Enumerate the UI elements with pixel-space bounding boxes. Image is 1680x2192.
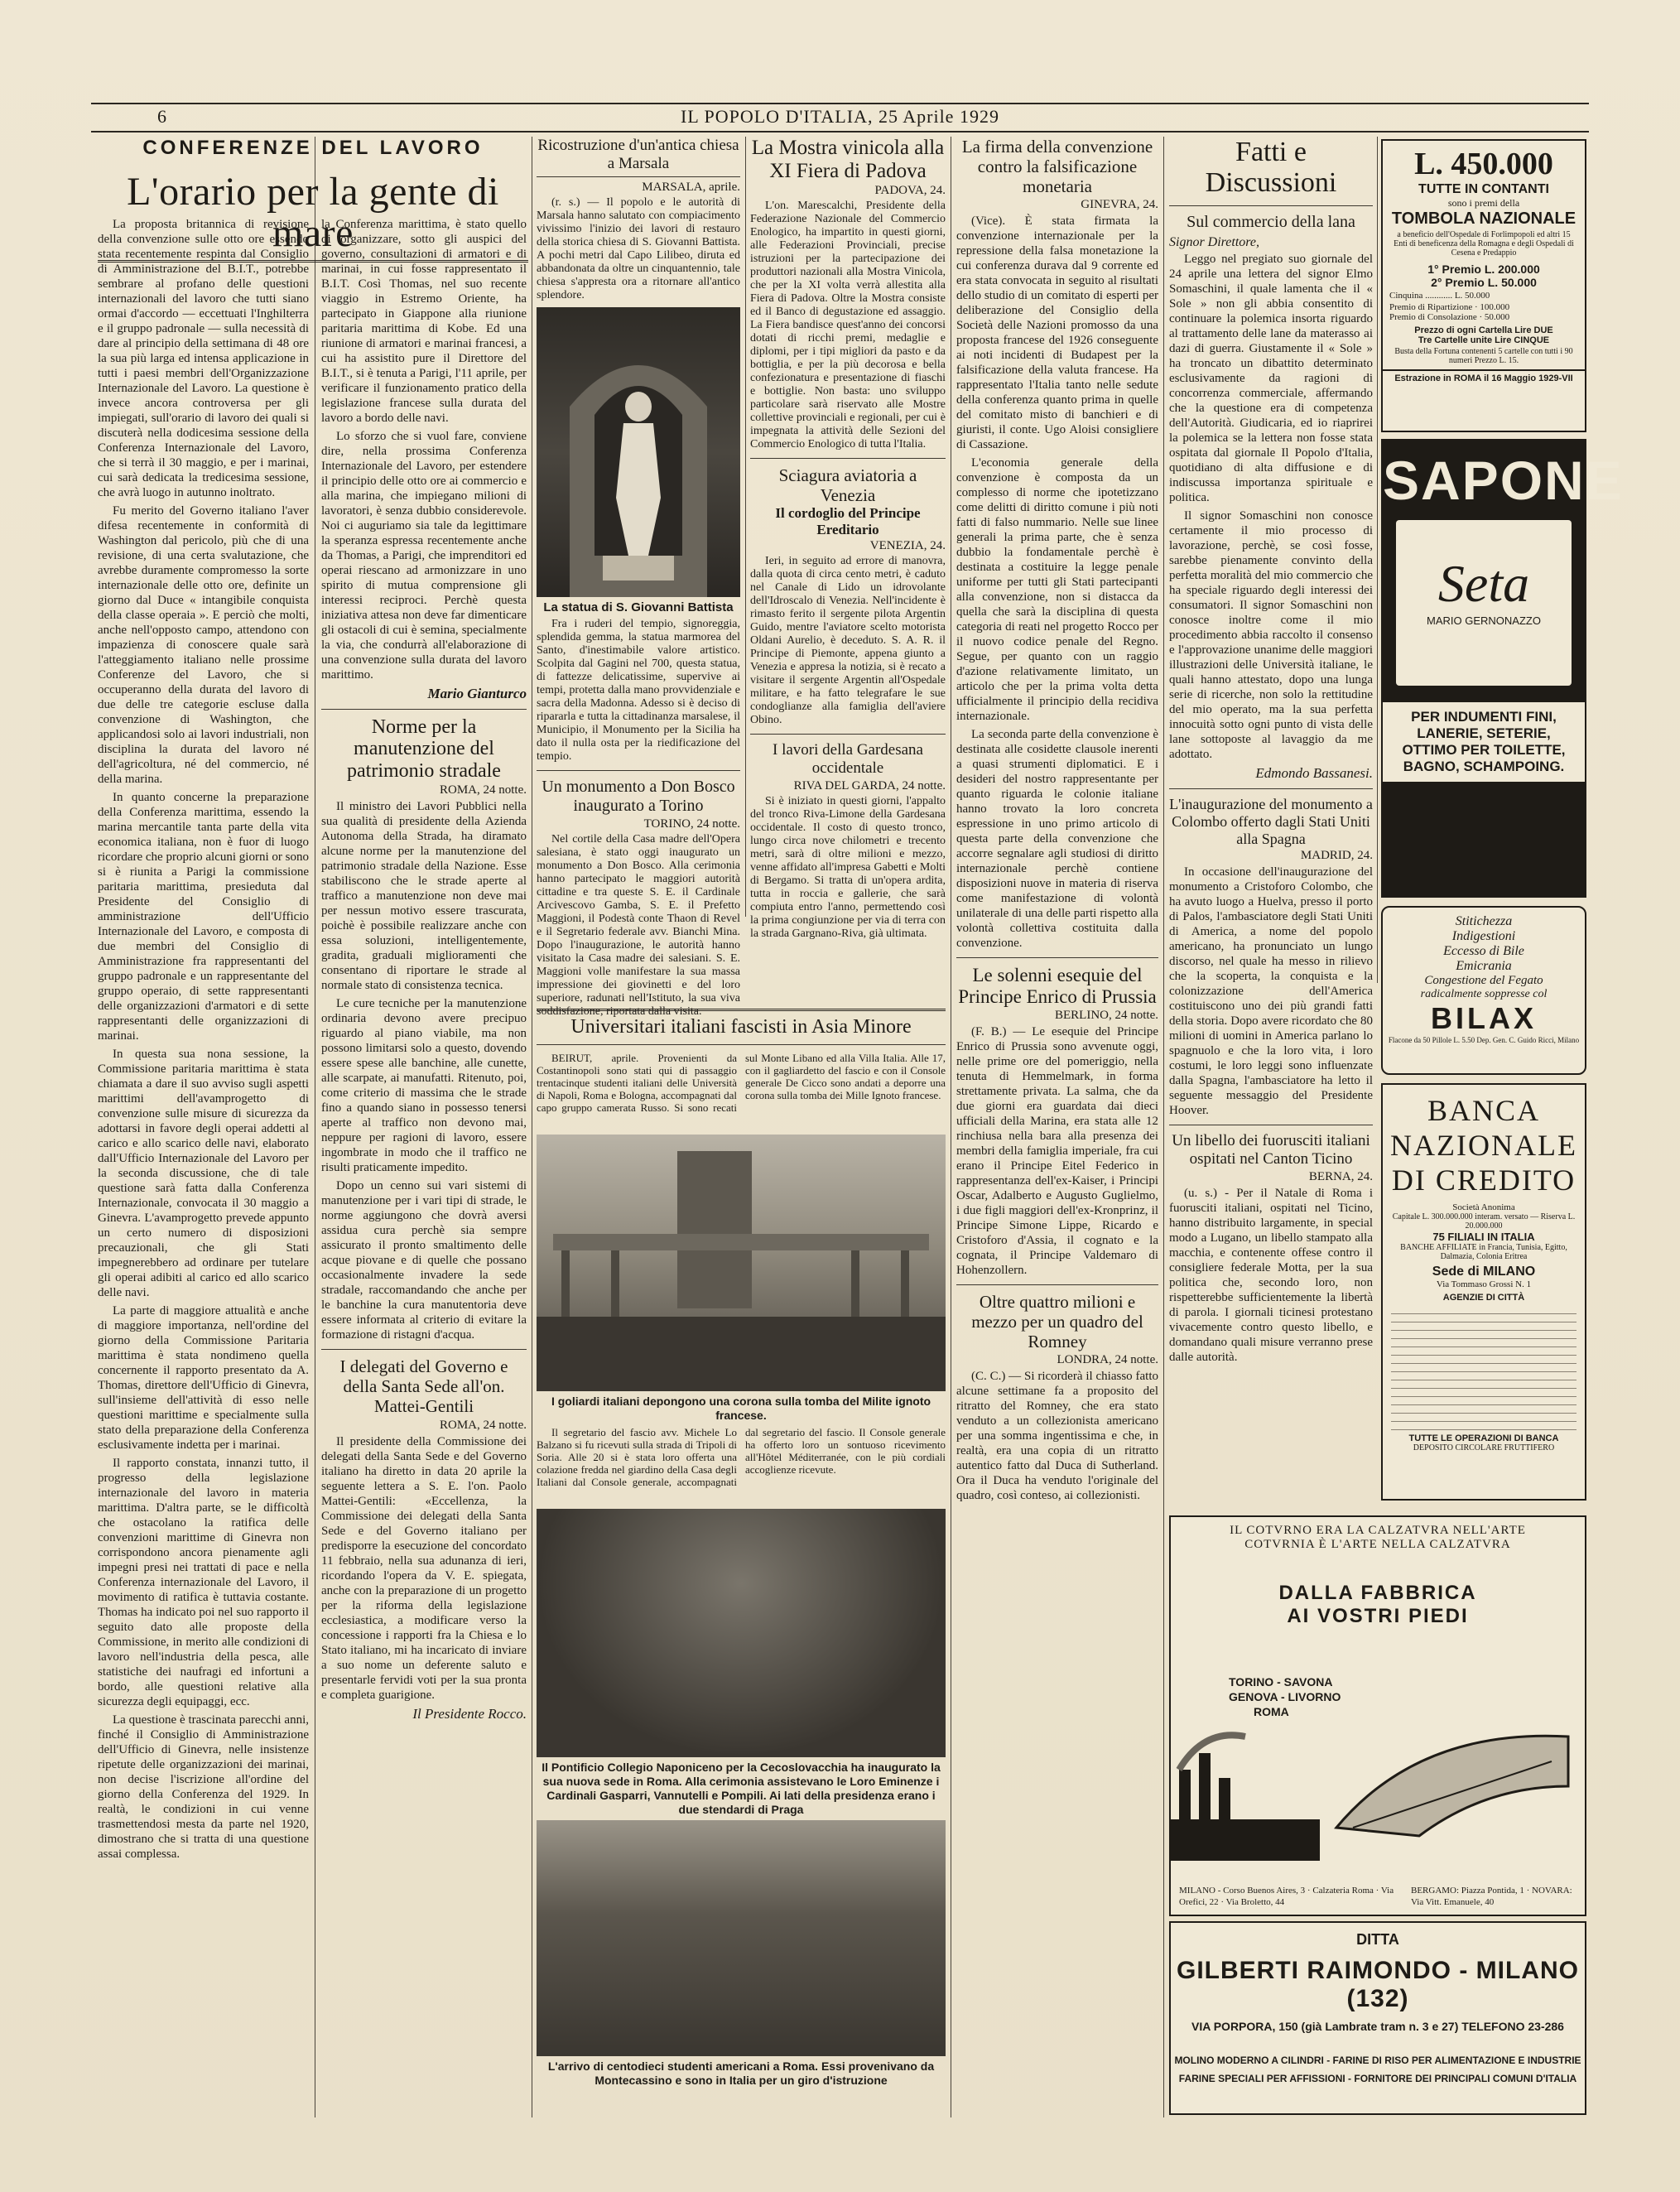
tombola-extraction: Estrazione in ROMA il 16 Maggio 1929-VII [1383,369,1585,383]
dateline: VENEZIA, 24. [869,539,946,553]
paragraph: Le cure tecniche per la manutenzione ordinaria devono avere precipuo riguardo al piano viabile, ma non possono limitarsi solo a questo, dovendo essere spese alle banchine, alle cunette, alle scarpate, ai manufatti. Ritenuto, poi, come criterio di massima che le strade fino a quando siano in possesso tenersi aperte al traffico non devono mai, neppure per ragioni di lavoro, essere ingombrate in modo che il traffico ne risulti praticamente impedito. [321,997,527,1175]
tombola-line: sono i premi della [1447,197,1520,209]
dateline: MADRID, 24. [1300,849,1373,863]
column-rule [1163,137,1164,2117]
article-title: La firma della convenzione contro la falsificazione monetaria [961,137,1153,197]
paragraph: Il ministro dei Lavori Pubblici nella sua qualità di presidente della Azienda Autonoma della Strada, ha diramato alcune norme per la manutenzione del patrimonio stradale della Nazione. Esse stabiliscono che le strade aperte al traffico a manutenzione non deve mai per nessun motivo essere trascurata, poichè è possibile realizzare anche con essa soluzioni, intelligentemente, gradita, graduali miglioramenti che consentano di riportare le strade al normale stato di consistenza tecnica. [321,800,527,993]
banca-small: 75 FILIALI IN ITALIA [1432,1231,1535,1243]
factory-illustration [1171,1695,1585,1861]
sapone-tagline: OTTIMO PER TOILETTE, [1402,742,1566,758]
salutation: Signor Direttore, [1169,234,1260,249]
bilax-name: BILAX [1431,1001,1537,1035]
paragraph: L'on. Marescalchi, Presidente della Federazione Nazionale del Commercio Enologico, ha impartito in questi giorni, alle Federazioni Provinciali, precise istruzioni per la partecipazione dei produttori nazionali alla Mostra Vinicola, che per la XI volta verrà allestita alla Fiera di Padova. Oltre la Mostra consiste ed il Banco di degustazione ed assaggio. La Fiera bandisce quest'anno dei concorsi dotati di ricchi premi, medaglie e diplomi, per i tipi migliori da pasto e da bottiglia, e per la più decorosa e bella confezionatura e presentazione di fiaschi e bottiglie. Non basta: uno sviluppo particolare sarà riservato alle Mostre collettive provinciali e regionali, per cui è impegnata la attività delle Sezioni del Commercio Enologico di tutta l'Italia. [750,200,946,450]
paragraph: Nel cortile della Casa madre dell'Opera salesiana, è stato oggi inaugurato un monumento a Don Bosco. Alla cerimonia hanno partecipato le maggiori autorità cittadine e tra queste S. E. il Cardinale Arcivescovo Gamba, S. E. il Prefetto Maggioni, il Podestà conte Thaon di Revel e il Segretario federale avv. Bianchi Mina. Dopo l'inaugurazione, le autorità hanno visitato la Casa madre dei salesiani. S. E. Maggioni volle manifestare la sua massa impressione dei giovinetti e del loro superiore, radunati nell'Istituto, la sua viva soddisfazione, riportata dalla visita. [537,832,740,1018]
header-top-rule [91,103,1589,104]
banca-agenzie-list [1391,1306,1577,1430]
banca-small: Società Anonima [1452,1202,1515,1212]
sapone-tagline: PER INDUMENTI FINI, [1411,709,1557,725]
ad-banca-nazionale-credito [1381,1083,1586,1501]
banca-small: Capitale L. 300.000.000 interam. versato — Riserva L. 20.000.000 [1392,1212,1576,1231]
article-title: L'orario per la gente di mare [127,170,499,256]
paragraph: (u. s.) - Per il Natale di Roma i fuorusciti italiani, ospitati nel Ticino, hanno distribuito largamente, in special modo a Lugano, un libello stampato alla macchia, e contenente offese contro il consigliere federale Motta, per la sua politica che, secondo loro, non rispetterebbe sufficientemente la libertà di parola. I giornali ticinesi protestano vivacemente contro questo libello, e domandano quali misure verranno prese dalle autorità. [1169,1186,1373,1364]
photo-caption: La statua di S. Giovanni Battista [543,600,734,614]
tombola-price: Prezzo di ogni Cartella Lire DUE [1414,325,1553,335]
column-rule [745,137,746,917]
paragraph: L'economia generale della convenzione è composta da un complesso di norme che ipotetizzano come delitti di diritto comune i più noti fatti di falso nummario. Nelle sue linee generali la prima parte, che è senza dubbio la fondamentale perchè è destinata a costituire la legge penale uniforme per tutti gli Stati partecipanti alla convenzione, non si distacca da quella che sarà la disciplina di questa categoria di reati nel progetto Rocco per il nuovo codice penale del Regno. Segue, per quanto con un raggio d'azione relativamente limitato, un articolo che per la prima volta detta ufficialmente il principio della recidiva internazionale. [956,456,1158,724]
gilberti-line: FARINE SPECIALI PER AFFISSIONI - FORNITORE DEI PRINCIPALI COMUNI D'ITALIA [1178,2073,1577,2084]
article-title: Oltre quattro milioni e mezzo per un quadro del Romney [971,1292,1143,1352]
photo-american-students [537,1820,946,2056]
cotvrnia-milano: MILANO - Corso Buenos Aires, 3 · Calzateria Roma · Via Orefici, 22 · Via Broletto, 44 [1179,1886,1394,1907]
banca-footer: TUTTE LE OPERAZIONI DI BANCA [1408,1433,1559,1443]
bilax-small: Flacone da 50 Pillole L. 5.50 Dep. Gen. C. Guido Ricci, Milano [1388,1036,1580,1044]
paragraph: Il presidente della Commissione dei delegati della Santa Sede e del Governo italiano ha diretto in data 20 aprile la seguente lettera a S. E. l'on. Paolo Mattei-Gentili: «Eccellenza, la Commissione dei delegati della Santa Sede e del Governo italiano per predisporre la esecuzione del concordato 11 febbraio, nella sua adunanza di ieri, ricordando l'opera da V. E. spiegata, anche con la preparazione di un progetto per la riforma della legislazione ecclesiastica, a modificare verso la concessione i rapporti fra la Chiesa e lo Stato italiano, mi ha incaricato di inviare a suo nome un deferente saluto e presentarle fervidi voti per la sua pronta e completa guarigione. [321,1434,527,1702]
paragraph: (Vice). È stata firmata la convenzione internazionale per la repressione della falsa monetazione la cui conferenza durava dal 9 corrente ed era stata convocata in seguito al risultati dello studio di un comitato di esperti per deliberazione del Consiglio della Società delle Nazioni promosso da una proposta francese del 1926 conseguente ai noti incidenti di Budapest per la falsificazione della valuta francese. Ha rappresentato l'Italia tanto nelle sedute della conferenza quanto prima in quelle del comitato misto di banchieri e di giuristi, il conte. Ugo Aloisi consigliere di Cassazione. [956,214,1158,452]
newspaper-name: IL POPOLO D'ITALIA, 25 Aprile 1929 [681,106,999,127]
photo-caption: L'arrivo di centodieci studenti americani a Roma. Essi provenivano da Montecassino e sono in Italia per un giro d'istruzione [547,2060,935,2088]
gilberti-name: GILBERTI RAIMONDO - MILANO (132) [1177,1957,1579,2012]
bilax-line: radicalmente soppresse col [1420,988,1548,1000]
column-5 [956,137,1158,2116]
sapone-brand: Seta [1437,554,1530,613]
column-3 [537,137,740,1018]
photo-caption: I goliardi italiani depongono una corona sulla tomba del Milite ignoto francese. [551,1395,931,1423]
article-subtitle: Il cordoglio del Principe Ereditario [775,505,921,537]
paragraph: In quanto concerne la preparazione della Conferenza marittima, essendo la marina mercantile tanta parte della vita economica italiana, non è fuor di luogo ricordare che proprio alcuni giorni or sono si è riunita a Parigi la commissione paritaria marittima, presieduta dal Presidente del Consiglio di amministrazione dell'Ufficio Internazionale del Lavoro, e composta di due membri del Consiglio di Amministrazione fra rappresentanti del gruppo padronale e un rappresentante del gruppo operaio, di sette rappresentanti delle organizzazioni d'armatori e di sette rappresentanti delle organizzazioni di marinai. [98,791,309,1043]
dateline: MARSALA, aprile. [642,180,740,194]
ad-gilberti-raimondo [1169,1921,1586,2115]
ad-tombola-nazionale [1381,139,1586,432]
ad-bilax [1381,906,1586,1075]
paragraph: Il signor Somaschini non conosce certamente il mio processo di lavorazione, perchè, se così fosse, sarebbe pienamente convinto della perfetta moralità del mio commercio che ha speciale riguardo degli interessi dei consumatori. Il signor Somaschini non conosce inoltre come il mio procedimento abbia raccolto il consenso e l'approvazione unanime delle maggiori illustrazioni delle Università italiane, le quali hanno attestato, dopo una lunga serie di ricerche, non solo la rettitudine del mio operato, ma la sua perfetta innocuità sotto ogni punto di vista delle lane sottoposte al lavaggio da me adottato. [1169,509,1373,762]
article-title: Sul commercio della lana [1187,212,1355,231]
paragraph: (C. C.) — Si ricorderà il chiasso fatto alcune settimane fa a proposito del ritratto del Romney, che era stato venduto a un collezionista americano per una somma ingentissima e che, in realtà, era una copia di un ritratto autentico fatto dal Duca di Sutherland. Ora il Duca ha venduto l'originale del quadro, così conteso, ai collezionisti. [956,1370,1158,1503]
bilax-line: Emicrania [1456,959,1512,973]
photo-statue [537,307,740,597]
page-header [91,106,1589,129]
paragraph: (F. B.) — Le esequie del Principe Enrico di Prussia sono avvenute oggi, nelle prime ore del pomeriggio, nella tenuta di Hemmelmark, in forma strettamente privata. La salma, che da due giorni era guardata dai dieci ufficiali della Marina, era stata alle 12 rinchiusa nella bara alla presenza dei membri della famiglia imperiale, fra cui erano il Principe Eitel Federico in rappresentanza dell'ex-Kaiser, i Principi Oscar, Adalberto e Augusto Guglielmo, i due figli maggiori dell'ex-Kronprinz, il Principe Simone Lippe, Ricardo e Cristoforo d'Assia, il cognato e la cognata, il Principe Valdemaro di Hohenzollern. [956,1025,1158,1278]
article-title: I delegati del Governo e della Santa Sede all'on. Mattei-Gentili [339,1356,508,1417]
cotvrnia-head: IL COTVRNO ERA LA CALZATVRA NELL'ARTE [1230,1524,1526,1537]
dateline: GINEVRA, 24. [1081,198,1158,212]
tombola-busta: Busta della Fortuna contenenti 5 cartelle con tutti i 90 numeri Prezzo L. 15. [1394,347,1573,365]
paragraph: Ieri, in seguito ad errore di manovra, dalla quota di circa cento metri, è caduto nel Canale di Lido un idrovolante dell'Idroscalo di Venezia. Nell'incidente è rimasto ferito il sergente pilota Argentin Guido, mentre l'aviatore scelto motorista Oldani Aurelio, è deceduto. S. A. R. il Principe di Piemonte, appena giunto a Venezia e appresa la notizia, si è recato a visitare il sergente Argentin all'Ospedale militare, e ha fatto telegrafare le sue condoglianze alla famiglia dell'aviere Obino. [750,555,946,727]
column-1 [98,217,309,2113]
section-kicker: CONFERENZE DEL LAVORO [142,137,484,159]
paragraph: Il rapporto constata, innanzi tutto, il progresso della legislazione internazionale del lavoro in materia marittima. D'altra parte, se le difficoltà che ostacolano la ratifica delle convenzioni marittime di Ginevra non corrispondono ancora pienamente agli impegni presi nei trattati di pace e nella Conferenza internazionale del Lavoro, il movimento di ratifica è tuttavia costante. Thomas ha indicato poi nel suo rapporto il seguito dato alle proposte della Commissione, in merito alle condizioni di lavoro nell'industria della pesca, alle statistiche dei naufragi ed infortuni a bordo, alle questioni relative alla sicurezza degli equipaggi, ecc. [98,1457,309,1708]
gilberti-ditta: DITTA [1356,1931,1399,1948]
article-title: Ricostruzione d'un'antica chiesa a Marsala [537,137,739,172]
header-bottom-rule [91,131,1589,132]
paragraph: Fra i ruderi del tempio, signoreggia, splendida gemma, la statua marmorea del Santo, d'inestimabile valore artistico. Scolpita dal Gagini nel 700, questa statua, di fattezze delicatissime, supervive ai tempi, protetta dalla mano provvidenziale e sacra della Madonna. Adesso si è deciso di ripararla e tutta la cittadinanza marsalese, il Municipio, il Monumento per la Sicilia ha dato il nulla osta per la riedificazione del tempio. [537,617,740,763]
sapone-title: SAPONE [1383,450,1624,511]
paragraph: Si è iniziato in questi giorni, l'appalto del tronco Riva-Limone della Gardesana occidentale. Il costo di questo tronco, lungo circa nove chilometri e trecento metri, sarà di oltre milioni e mezzo, venne affidato all'impresa Gabetti e Molti di Bergamo. Si tratta di un'opera ardita, tutta in roccia e gallerie, che sarà compiuta entro l'anno, permettendo così la prima congiunzione per via di terra con la strada Gargnano-Riva, già ultimata. [750,795,946,941]
signature: Edmondo Bassanesi. [1255,765,1373,782]
tombola-prize: 2° Premio L. 50.000 [1431,276,1537,289]
column-4 [750,137,946,990]
article-title: Norme per la manutenzione del patrimonio stradale [347,716,501,782]
page-number: 6 [157,106,167,127]
city-line: GENOVA - LIVORNO [1229,1690,1341,1703]
ad-sapone-seta [1381,439,1624,898]
article-title: Un monumento a Don Bosco inaugurato a Torino [542,777,735,815]
paragraph: la Conferenza marittima, è stato quello di organizzare, sotto gli auspici del governo, consultazioni di armatori e di marinai, in cui fosse rappresentato il B.I.T. Così Thomas, nel suo recente viaggio in Estremo Oriente, ha partecipato in Giappone alla riunione paritaria marittima di Kobe. Ed una riunione di armatori e marinai francesi, a cui ha assistito pure il Direttore del B.I.T., si è tenuta a Parigi, l'11 aprile, per verificare il funzionamento pratico della legislazione francese sulla durata del lavoro a bordo delle navi. [321,218,527,425]
cotvrnia-bergamo: BERGAMO: Piazza Pontida, 1 · NOVARA: Via Vitt. Emanuele, 40 [1411,1886,1572,1907]
gilberti-addr: VIA PORPORA, 150 (già Lambrate tram n. 3 e 27) TELEFONO 23-286 [1191,2020,1564,2033]
article-title: I lavori della Gardesana occidentale [773,741,923,778]
dateline: LONDRA, 24 notte. [1057,1353,1158,1367]
soap-box [1396,520,1572,686]
column-2 [321,217,527,2113]
article-title: La Mostra vinicola alla XI Fiera di Padova [751,137,945,182]
dateline: BERLINO, 24 notte. [1055,1009,1158,1023]
photo-students-beirut [537,1135,946,1391]
bilax-line: Congestione del Fegato [1424,974,1543,987]
tombola-name: TOMBOLA NAZIONALE [1391,210,1577,228]
paragraph: Fu merito del Governo italiano l'aver difesa recentemente in conformità di Washington dal pericolo, più che di una revisione, di una certa svalutazione, che avrebbe duramente compromesso la sorte internazionale delle otto ore, definite un giorno dal Duce « intangibile conquista della classe operaia ». E perciò che molti, anche nell'opposto campo, attendono con impazienza di conoscere quale sarà l'atteggiamento italiano nelle prossime Conferenze del Lavoro, che si occuperanno della durata del lavoro di due delle tre categorie escluse dalla convenzione di Washington, che applicandosi solo ai lavori industriali, non disciplina la durata del lavoro né dell'agricoltura, né del commercio, né della marina. [98,504,309,786]
article-title: L'inaugurazione del monumento a Colombo offerto dagli Stati Uniti alla Spagna [1169,796,1373,847]
signature: Il Presidente Rocco. [412,1705,527,1722]
cotvrnia-head: COTVRNIA È L'ARTE NELLA CALZATVRA [1244,1538,1511,1551]
tombola-line: TUTTE IN CONTANTI [1418,182,1549,196]
banca-addr: Via Tommaso Grossi N. 1 [1436,1279,1532,1289]
photo-caption: Il Pontificio Collegio Naponiceno per la Cecoslovacchia ha inaugurato la sua nuova sede in Roma. Alla cerimonia assistevano le Loro Eminenze i Cardinali Gasparri, Vannutelli e Pompili. Ai lati della presidenza erano i due stendardi di Praga [542,1761,941,1817]
cotvrnia-mid: DALLA FABBRICA [1278,1582,1477,1604]
city-line: TORINO - SAVONA [1229,1675,1333,1689]
paragraph: Dopo un cenno sui vari sistemi di manutenzione per i vari tipi di strade, le norme aggiungono che dovrà aversi assidua cura perchè sia sempre assicurato il pronto smaltimento delle acque piovane e di quelle che possano occasionalmente invadere la sede stradale, raccomandando che anche per le banchine la cura manutentoria deve essere informata al criterio di evitare la formazione di ristagni d'acqua. [321,1179,527,1342]
paragraph: Leggo nel pregiato suo giornale del 24 aprile una lettera del signor Elmo Somaschini, il quale lamenta che il « Sole » non gli abbia consentito di continuare la polemica insorta riguardo al trattamento delle lane da materasso ai dazi di guerra. Giustamente il « Sole » ha troncato un dibattito determinato esclusivamente da ragioni di concorrenza commerciale, affermando che la questione era di competenza dell'Autorità. Giudicaria, ed io riaprirei la polemica se la lettera non fosse stata ospitata dal giornale Il Popolo d'Italia, quotidiano di alta diffusione e di indiscussa importanza spirituale e politica. [1169,253,1373,505]
photo-section [537,1004,946,2117]
bilax-line: Indigestioni [1451,929,1516,943]
column-6 [1169,137,1373,1478]
signature: Mario Gianturco [427,686,527,701]
paragraph: (r. s.) — Il popolo e le autorità di Marsala hanno salutato con compiacimento vivissimo l'inizio dei lavori di restauro della storica chiesa di S. Giovanni Battista. A pochi metri dal Capo Lilibeo, diruta ed abbandonata da oltre un cinquantennio, tale chiesa s'appresta ora a ritornare all'antico splendore. [537,195,740,301]
tombola-prize: 1° Premio L. 200.000 [1427,263,1540,276]
bilax-line: Eccesso di Bile [1443,944,1524,958]
paragraph: La questione è trascinata parecchi anni, finché il Consiglio di Amministrazione dell'Ufficio di Ginevra, nelle insistenze ripetute delle organizzazioni dei marinai, non decise l'iscrizione all'ordine del giorno della Conferenza del 1929. In realtà, le condizioni in cui venne trasmettendosi mesta da parte nel 1920, dimostrano che si tratta di una questione assai complessa. [98,1713,309,1861]
article-title: Le solenni esequie del Principe Enrico di Prussia [958,965,1157,1007]
banca-footer: DEPOSITO CIRCOLARE FRUTTIFERO [1413,1443,1555,1453]
gilberti-line: MOLINO MODERNO A CILINDRI - FARINE DI RISO PER ALIMENTAZIONE E INDUSTRIE [1174,2055,1581,2066]
ad-cotvrnia [1169,1515,1586,1916]
paragraph: La seconda parte della convenzione è destinata alle cosidette clausole inerenti a quasi strumenti diplomatici. E i desideri del nostro rappresentante per quanto riguarda le colonie italiane hanno trovato la loro concreta espressione in uno primo articolo di questa parte della convenzione che accorre segnalare agli studiosi di diritto internazionale perchè contiene disposizioni nuove in materia di riserva come manifestazione di volontà unilaterale di una delle parti rispetto alla volontà collettiva costituita dalla convenzione. [956,728,1158,951]
paragraph: In questa sua nona sessione, la Commissione paritaria marittima è stata chiamata a dare il suo avviso sugli aspetti marittimi dell'avamprogetto di convenzione sulle misure di sicurezza da adottarsi in favore degli operai addetti al carico e allo scarico delle navi, elaborato dall'Ufficio Internazionale del Lavoro per la seconda discussione, che di tale questione sarà fatta dalla Conferenza Internazionale, convocata il 30 maggio a Ginevra. L'avamprogetto prevede appunto un certo numero di disposizioni precauzionali, che gli Stati impegnerebbero ad ordinare per tutelare gli operai adibiti al carico ed allo scarico delle navi. [98,1048,309,1299]
paragraph: La proposta britannica di revisione della convenzione sulle otto ore essendo stata recentemente respinta dal Consiglio di Amministrazione del B.I.T., potrebbe sembrare al profano delle questioni internazionali del lavoro che tutti siano ormai d'accordo — eccettuati l'Inghilterra e il gruppo padronale — sulla necessità di dare al principio della settimana di 48 ore la sua più larga ed intensa applicazione in tutti i paesi membri dell'Organizzazione Internazionale del Lavoro. La questione è invece ancora controversa per gli impiegati, sull'orario di lavoro dei quali si discuterà nella dodicesima sessione della Conferenza Internazionale del Lavoro, che si terrà il 30 maggio, e per i marinai, cui sarà dedicata la tredicesima sessione, che avrà luogo in autunno inoltrato. [98,218,309,499]
tombola-price: Tre Cartelle unite Lire CINQUE [1418,335,1550,345]
dateline: BERNA, 24. [1308,1169,1373,1183]
banca-small: BANCHE AFFILIATE in Francia, Tunisia, Egitto, Dalmazia, Colonia Eritrea [1400,1243,1567,1261]
sapone-maker: MARIO GERNONAZZO [1427,614,1541,627]
banca-agenzie: AGENZIE DI CITTÀ [1442,1293,1525,1303]
tombola-small: a beneficio dell'Ospedale di Forlimpopoli ed altri 15 Enti di beneficenza della Romagna e degli Ospedali di Cesena e Predappio [1394,230,1574,258]
paragraph: Lo sforzo che si vuol fare, conviene dire, nella prossima Conferenza Internazionale del Lavoro, per estendere il principio delle otto ore ai commercio e alla marina, che impiegano milioni di lavoratori, è senza dubbio considerevole. Noi ci auguriamo sia tale da legittimare la speranza espressa recentemente anche da Thomas, a Parigi, che imprenditori ed operai riescano ad armonizzare in uno spirito di mutua comprensione gli interessi reciproci. Perchè questa iniziativa attesa non deve far dimenticare gli ostacoli di cui è semina, specialmente la via, che condurrà all'elaborazione di una convenzione sulla durata del lavoro marittimo. [321,430,527,682]
banca-name: NAZIONALE [1390,1129,1577,1162]
article-title: Sciagura aviatoria a Venezia [778,465,917,506]
article-title: Un libello dei fuorusciti italiani ospitati nel Canton Ticino [1172,1132,1370,1168]
section-title: Fatti e Discussioni [1205,137,1337,199]
dateline: ROMA, 24 notte. [440,783,527,797]
sapone-tagline: BAGNO, SCHAMPOING. [1403,759,1565,774]
paragraph: BEIRUT, aprile. Provenienti da Costantinopoli sono stati qui di passaggio trentacinque studenti italiani delle Università di Napoli, Roma e Bologna, accompagnati dal capo gruppo camerata Russo. Si sono recati sul Monte Libano ed alla Villa Italia. Alle 17, con il gagliardetto del fascio e con il Console generale De Cicco sono andati a deporre una corona sulla tomba dei Mille Ignoto francese. [537,1052,946,1115]
column-rule [1377,137,1378,983]
tombola-row: Premio di Consolazione · 50.000 [1389,312,1510,322]
tombola-row: Cinquina ............ L. 50.000 [1389,291,1490,301]
sapone-tagline: LANERIE, SETERIE, [1417,725,1551,741]
tombola-row: Premio di Ripartizione · 100.000 [1389,302,1510,312]
photo-banner-title: Universitari italiani fascisti in Asia Minore [570,1016,912,1038]
bilax-line: Stitichezza [1455,914,1513,928]
tombola-amount: L. 450.000 [1414,147,1553,181]
banca-name: DI CREDITO [1391,1163,1577,1197]
city-line: ROMA [1254,1705,1289,1718]
dateline: TORINO, 24 notte. [643,817,740,831]
photo-pontificio-collegio [537,1509,946,1757]
dateline: PADOVA, 24. [874,184,946,197]
paragraph: La parte di maggiore attualità e anche di maggiore importanza, nell'ordine del giorno della Commissione Paritaria marittima è stata nondimeno quella concernente il rapporto presentato da A. Thomas, direttore dell'Ufficio di Ginevra, sull'insieme dell'attività di esso nelle questioni marittime e specialmente sulla stato della preparazione della Conferenza esclusivamente indetta per i marinai. [98,1304,309,1452]
dateline: ROMA, 24 notte. [440,1418,527,1432]
banca-sede: Sede di MILANO [1432,1265,1536,1279]
cotvrnia-mid: AI VOSTRI PIEDI [1287,1605,1469,1627]
banca-name: BANCA [1427,1094,1541,1127]
dateline: RIVA DEL GARDA, 24 notte. [793,779,946,793]
paragraph: In occasione dell'inaugurazione del monumento a Cristoforo Colombo, che ha avuto luogo a Huelva, presso il porto di Palos, l'ambasciatore degli Stati Uniti di America, a nome del popolo americano, ha pronunciato un lungo discorso, nel quale ha messo in rilievo che la scoperta, la conquista e la colonizzazione dell'America costituiscono uno dei più grandi fatti della storia. Dopo avere ricordato che 80 milioni di uomini in America parlano lo spagnuolo e che la loro vita, i loro costumi, le loro leggi sono influenzate dalla Spagna, l'ambasciatore ha letto il seguente messaggio del Presidente Hoover. [1169,865,1373,1118]
paragraph: Il segretario del fascio avv. Michele Lo Balzano si fu ricevuti sulla strada di Tripoli di Soria. Alle 20 si è stata loro offerta una colazione fredda nel giardino della Casa degli Italiani dal Console generale, accompagnati dal segretario del fascio. Il Console generale ha offerto loro un sontuoso ricevimento all'Hôtel Méditerranée, con le più cordiali accoglienze ricevute. [537,1426,946,1489]
